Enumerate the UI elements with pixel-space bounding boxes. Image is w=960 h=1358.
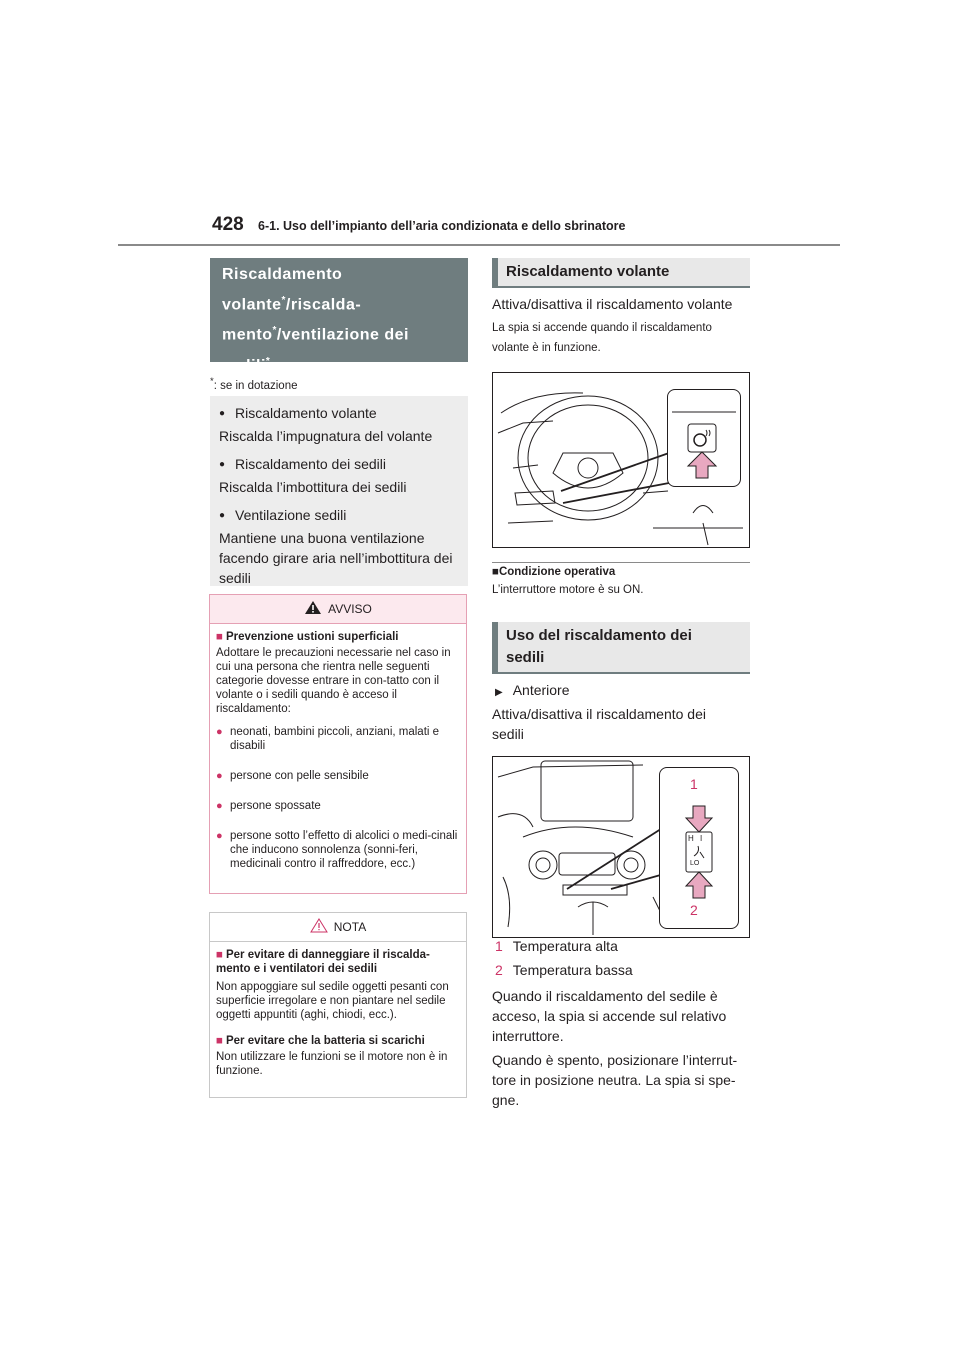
footnote: *: se in dotazione	[210, 376, 298, 392]
summary-item-title: ● Ventilazione sedili	[219, 505, 459, 528]
list-item: ● persone spossate	[216, 799, 460, 813]
warning-box	[209, 594, 467, 894]
legend-item: 1 Temperatura alta	[495, 938, 618, 954]
callout-2: 2	[690, 902, 698, 918]
summary-item-desc: Riscalda l’imbottitura dei sedili	[219, 479, 407, 495]
warning-intro: Adottare le precauzioni necessarie nel caso in cui una persona che rientra nelle seguenti categorie dovesse entrare in con-tatto con il volante o i sedili quando è acceso il riscaldamento:	[216, 647, 451, 715]
summary-item-title: ● Riscaldamento volante	[219, 403, 459, 426]
section-heading: Riscaldamento volante*/riscalda- mento*/ventilazione dei sedili*	[210, 258, 468, 362]
header-rule	[118, 244, 840, 246]
note-paragraph: Non utilizzare le funzioni se il motore non è in funzione.	[216, 1051, 448, 1077]
chapter-title: 6-1. Uso dell’impianto dell’aria condizionata e dello sbrinatore	[258, 219, 626, 233]
list-item: ● persone sotto l’effetto di alcolici o medi-cinali che inducono sonnolenza (sonni-feri, medicinali contro il raffreddore, ecc.)	[216, 829, 460, 871]
summary-item-title: ● Riscaldamento dei sedili	[219, 454, 459, 477]
note-heading: ■ Per evitare di danneggiare il riscalda-mento e i ventilatori dei sedili	[216, 948, 460, 976]
summary-box	[210, 396, 468, 586]
paragraph: Quando il riscaldamento del sedile è acceso, la spia si accende sul relativo interruttore.	[492, 988, 727, 1044]
condition-title: ■Condizione operativa	[492, 566, 616, 578]
list-item: ● persone con pelle sensibile	[216, 769, 460, 783]
section-title: Uso del riscaldamento dei sedili	[492, 622, 750, 674]
list-item: ● neonati, bambini piccoli, anziani, malati e disabili	[216, 725, 460, 753]
paragraph: La spia si accende quando il riscaldamento volante è in funzione.	[492, 322, 712, 354]
callout-1: 1	[690, 776, 698, 792]
legend-item: 2 Temperatura bassa	[495, 962, 633, 978]
arrow-up-icon	[686, 872, 712, 898]
arrow-down-icon	[686, 806, 712, 832]
warning-title: AVVISO	[210, 595, 466, 624]
switch-inset	[659, 767, 739, 929]
page-number: 428	[212, 214, 244, 235]
condition-text: L’interruttore motore è su ON.	[492, 584, 644, 596]
hi-label: H I	[688, 834, 705, 843]
front-label: ▶ Anteriore	[495, 682, 570, 698]
caution-icon	[310, 918, 328, 933]
warning-heading: ■ Prevenzione ustioni superficiali	[216, 630, 460, 644]
note-heading: ■ Per evitare che la batteria si scarichi	[216, 1034, 460, 1048]
lo-label: LO	[690, 860, 700, 867]
seat-heater-illustration	[492, 756, 750, 938]
warning-icon	[304, 600, 322, 615]
steering-wheel-illustration	[492, 372, 750, 548]
paragraph: Quando è spento, posizionare l’interrut-tore in posizione neutra. La spia si spe-gne.	[492, 1052, 738, 1108]
switch-inset	[667, 389, 741, 487]
summary-item-desc: Riscalda l’impugnatura del volante	[219, 428, 433, 444]
section-title: Riscaldamento volante	[492, 258, 750, 288]
paragraph: Attiva/disattiva il riscaldamento dei sedili	[492, 706, 706, 742]
paragraph: Attiva/disattiva il riscaldamento volante	[492, 296, 733, 312]
summary-item-desc: Mantiene una buona ventilazione facendo girare aria nell’imbottitura dei sedili	[219, 530, 453, 586]
note-paragraph: Non appoggiare sul sedile oggetti pesanti con superficie irregolare e non piantare nel sedile oggetti appuntiti (aghi, chiodi, ecc.).	[216, 981, 449, 1021]
note-title: NOTA	[210, 913, 466, 942]
note-box	[209, 912, 467, 1098]
divider	[492, 562, 750, 563]
arrow-up-icon	[688, 452, 716, 478]
